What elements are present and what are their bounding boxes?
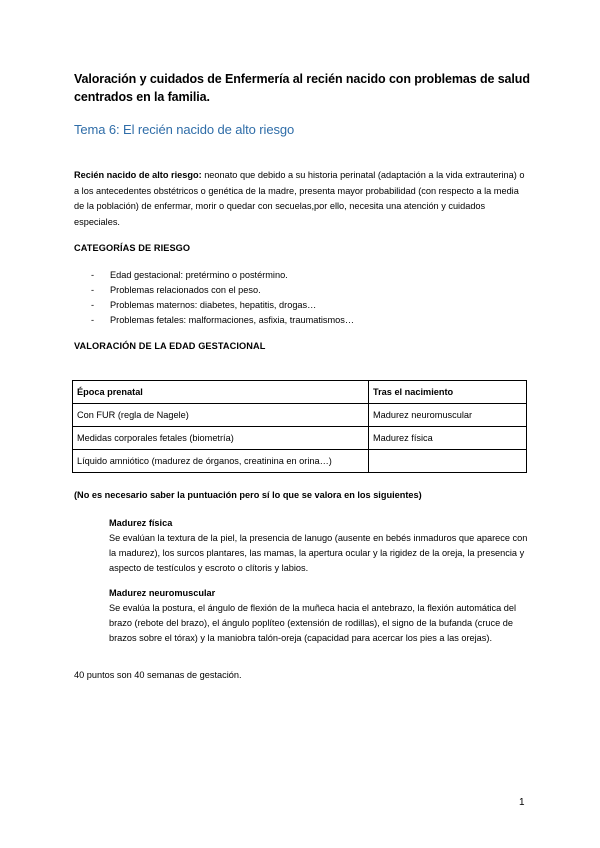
- table-cell: Medidas corporales fetales (biometría): [73, 427, 369, 450]
- list-item: [91, 268, 354, 283]
- intro-paragraph: [74, 168, 530, 230]
- table-cell: [369, 450, 527, 473]
- list-item-text: Problemas relacionados con el peso.: [110, 285, 261, 295]
- document-title: Valoración y cuidados de Enfermería al recién nacido con problemas de salud centrados en la familia.: [74, 72, 530, 104]
- list-item-text: Problemas maternos: diabetes, hepatitis, drogas…: [110, 300, 317, 310]
- list-bullet: -: [91, 300, 95, 310]
- list-bullet: -: [91, 315, 95, 325]
- table-header-row: [73, 381, 527, 404]
- document-subtitle: Tema 6: El recién nacido de alto riesgo: [74, 122, 295, 137]
- physical-maturity-text: Se evalúan la textura de la piel, la presencia de lanugo (ausente en bebés inmaduros que aparece con la madurez), los surcos plantares, las mamas, la apertura ocular y la rigidez de la oreja, la presencia y aspecto de testículos y escroto o clítoris y labios.: [109, 533, 528, 573]
- neuromuscular-maturity-heading: Madurez neuromuscular: [109, 588, 216, 598]
- neuromuscular-maturity-text: Se evalúa la postura, el ángulo de flexión de la muñeca hacia el antebrazo, la flexión automática del brazo (rebote del brazo), el ángulo poplíteo (extensión de rodillas), el signo de la bufanda (cruce de brazos sobre el tórax) y la maniobra talón-oreja (capacidad para acercar los pies a las orejas).: [109, 603, 517, 643]
- list-bullet: -: [91, 270, 95, 280]
- gestational-age-heading: VALORACIÓN DE LA EDAD GESTACIONAL: [74, 341, 266, 351]
- page-number: 1: [519, 797, 525, 808]
- conclusion-text: 40 puntos son 40 semanas de gestación.: [74, 670, 242, 680]
- physical-maturity-heading: Madurez física: [109, 518, 173, 528]
- table-row: [73, 427, 527, 450]
- physical-maturity-block: [109, 516, 529, 576]
- list-item: [91, 283, 354, 298]
- intro-term: Recién nacido de alto riesgo:: [74, 170, 202, 180]
- risk-list: [91, 268, 354, 328]
- list-bullet: -: [91, 285, 95, 295]
- table-header-prenatal: Época prenatal: [73, 381, 369, 404]
- neuromuscular-maturity-block: [109, 586, 529, 646]
- list-item: [91, 313, 354, 328]
- table-cell: Con FUR (regla de Nagele): [73, 404, 369, 427]
- table-row: [73, 450, 527, 473]
- scoring-note: (No es necesario saber la puntuación pero sí lo que se valora en los siguientes): [74, 490, 422, 500]
- table-row: [73, 404, 527, 427]
- table-header-postnatal: Tras el nacimiento: [369, 381, 527, 404]
- table-cell: Líquido amniótico (madurez de órganos, creatinina en orina…): [73, 450, 369, 473]
- risk-categories-heading: CATEGORÍAS DE RIESGO: [74, 243, 191, 253]
- intro-text: neonato que debido a su historia perinatal (adaptación a la vida extrauterina) o a los antecedentes obstétricos o genética de la madre, presenta mayor probabilidad (con respecto a la media de la población) de enfermar, morir o quedar con secuelas,por ello, necesita una atención y cuidados especiales.: [74, 170, 525, 227]
- list-item-text: Problemas fetales: malformaciones, asfixia, traumatismos…: [110, 315, 355, 325]
- list-item: [91, 298, 354, 313]
- table-cell: Madurez neuromuscular: [369, 404, 527, 427]
- gestational-table: [72, 380, 527, 473]
- table-cell: Madurez física: [369, 427, 527, 450]
- list-item-text: Edad gestacional: pretérmino o postérmino.: [110, 270, 288, 280]
